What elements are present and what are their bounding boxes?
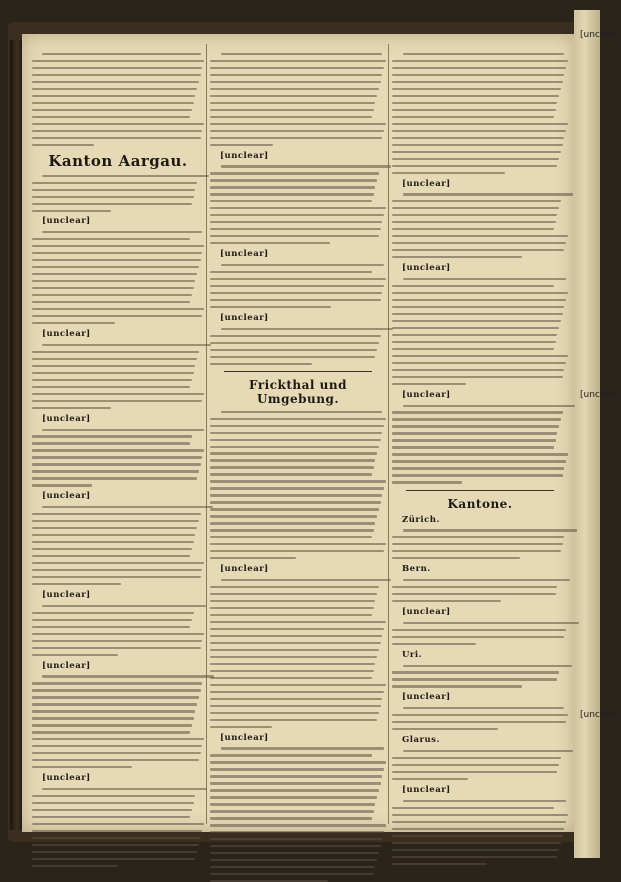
text-paragraph	[210, 411, 386, 560]
text-paragraph	[392, 278, 568, 385]
section-subheading: [unclear]	[42, 216, 91, 227]
section-subheading: Bern.	[402, 564, 431, 575]
text-paragraph	[392, 579, 568, 602]
text-paragraph	[392, 800, 568, 865]
section-subheading: [unclear]	[220, 732, 269, 743]
text-paragraph	[210, 328, 386, 365]
section-separator	[224, 371, 372, 372]
text-paragraph	[392, 750, 568, 780]
section-subheading: [unclear]	[42, 660, 91, 671]
section-subheading: [unclear]	[402, 178, 451, 189]
section-subheading: [unclear]	[402, 784, 451, 795]
column-right	[392, 34, 568, 832]
text-paragraph	[210, 747, 386, 882]
text-paragraph	[392, 193, 568, 258]
text-paragraph	[32, 344, 204, 409]
edge-mark: [unclear]	[580, 390, 621, 400]
section-subheading: [unclear]	[42, 773, 91, 784]
section-heading: Kanton Aargau.	[48, 151, 188, 170]
section-subheading: [unclear]	[402, 389, 451, 400]
adjacent-page-edge	[574, 10, 621, 858]
text-paragraph	[392, 53, 568, 174]
column-middle	[210, 34, 386, 832]
section-subheading: [unclear]	[220, 564, 269, 575]
text-paragraph	[210, 165, 386, 244]
edge-mark: [unclear]	[580, 710, 621, 720]
text-paragraph	[210, 53, 386, 146]
section-subheading: [unclear]	[220, 249, 269, 260]
text-paragraph	[32, 506, 204, 585]
section-subheading: Zürich.	[402, 514, 440, 525]
section-heading: Frickthal und Umgebung.	[249, 377, 347, 406]
section-subheading: Glarus.	[402, 735, 440, 746]
section-heading: Kantone.	[447, 496, 513, 511]
column-left	[32, 34, 204, 832]
text-paragraph	[392, 622, 568, 645]
section-subheading: [unclear]	[42, 329, 91, 340]
text-paragraph	[32, 175, 204, 212]
text-paragraph	[392, 405, 568, 484]
text-paragraph	[392, 529, 568, 559]
text-paragraph	[32, 53, 204, 146]
section-subheading: [unclear]	[402, 263, 451, 274]
text-paragraph	[210, 264, 386, 308]
edge-mark: [unclear]	[580, 30, 621, 40]
section-subheading: [unclear]	[402, 606, 451, 617]
newspaper-page	[22, 34, 574, 832]
section-subheading: [unclear]	[42, 413, 91, 424]
section-separator	[406, 490, 554, 491]
section-subheading: [unclear]	[402, 692, 451, 703]
text-paragraph	[210, 579, 386, 728]
section-subheading: Uri.	[402, 649, 423, 660]
text-paragraph	[32, 675, 204, 768]
text-paragraph	[32, 605, 204, 656]
column-rule	[388, 44, 389, 824]
text-paragraph	[392, 707, 568, 730]
section-subheading: [unclear]	[42, 589, 91, 600]
text-paragraph	[32, 429, 204, 487]
text-paragraph	[392, 665, 568, 688]
column-rule	[206, 44, 207, 824]
text-paragraph	[32, 231, 204, 324]
section-subheading: [unclear]	[42, 491, 91, 502]
section-subheading: [unclear]	[220, 312, 269, 323]
section-subheading: [unclear]	[220, 150, 269, 161]
text-paragraph	[32, 788, 204, 867]
